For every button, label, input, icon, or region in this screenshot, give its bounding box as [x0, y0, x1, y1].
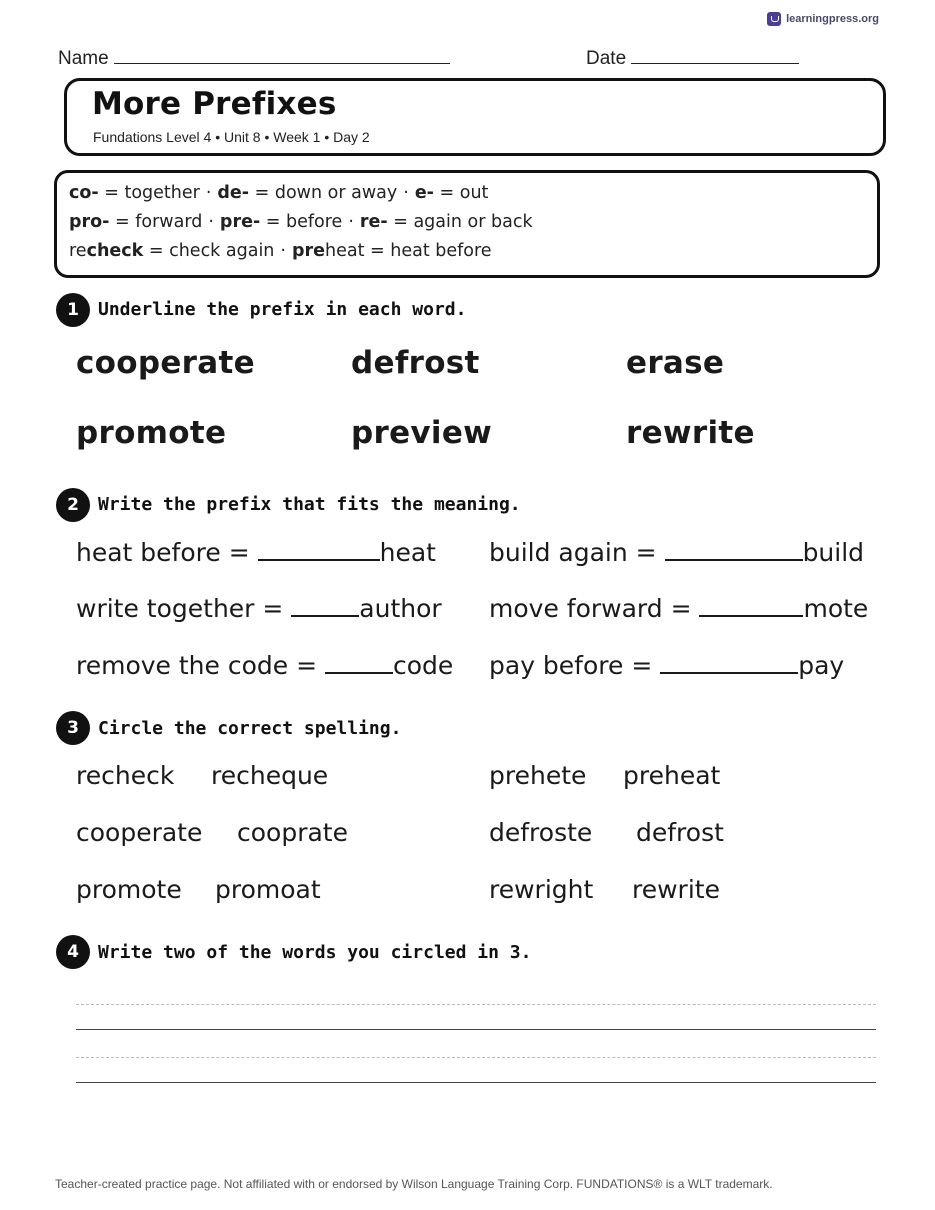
prefix-blank[interactable] [660, 652, 798, 674]
spelling-option[interactable]: prehete [489, 761, 587, 790]
section-3-number: 3 [56, 711, 90, 745]
word-cooperate[interactable]: cooperate [76, 345, 255, 381]
prefix-item-base: build [802, 538, 865, 567]
spelling-option[interactable]: preheat [623, 761, 721, 790]
word-preview[interactable]: preview [351, 415, 493, 451]
prefix-item [489, 538, 864, 567]
name-field[interactable] [58, 47, 450, 70]
prefix-item-meaning: move forward = [489, 594, 700, 623]
prefix-item-meaning: remove the code = [76, 651, 325, 680]
section-1-instruction: Underline the prefix in each word. [98, 299, 467, 320]
footer-disclaimer: Teacher-created practice page. Not affiliated with or endorsed by Wilson Language Training Corp. FUNDATIONS® is a WLT trademark. [55, 1177, 773, 1191]
prefix-item [76, 538, 436, 567]
key-meaning: = forward [109, 212, 203, 232]
section-4-instruction: Write two of the words you circled in 3. [98, 942, 532, 963]
word-promote[interactable]: promote [76, 415, 227, 451]
page-subtitle: Fundations Level 4 • Unit 8 • Week 1 • Day 2 [93, 129, 370, 145]
prefix-blank[interactable] [291, 595, 359, 617]
section-3-instruction: Circle the correct spelling. [98, 718, 402, 739]
key-prefix: re- [359, 212, 388, 232]
prefix-item [489, 594, 868, 623]
spelling-option[interactable]: rewrite [632, 875, 720, 904]
spelling-option[interactable]: defroste [489, 818, 593, 847]
spelling-option[interactable]: defrost [636, 818, 724, 847]
prefix-item [489, 651, 844, 680]
name-line[interactable] [114, 47, 450, 64]
spelling-option[interactable]: cooperate [76, 818, 203, 847]
key-prefix: co- [69, 183, 99, 203]
prefix-item [76, 594, 442, 623]
spelling-option[interactable]: recheck [76, 761, 175, 790]
prefix-item-meaning: write together = [76, 594, 292, 623]
key-line-3: recheck = check again · preheat = heat before [69, 241, 492, 261]
key-meaning: = down or away [249, 183, 398, 203]
key-meaning: = again or back [387, 212, 533, 232]
writing-guide-dashed [76, 1057, 876, 1058]
key-prefix: e- [414, 183, 434, 203]
spelling-option[interactable]: cooprate [237, 818, 348, 847]
spelling-option[interactable]: promoat [215, 875, 321, 904]
key-example-bold: check [86, 241, 144, 261]
word-rewrite[interactable]: rewrite [626, 415, 755, 451]
learningpress-logo-icon [767, 12, 781, 26]
spelling-option[interactable]: promote [76, 875, 182, 904]
key-meaning: = together [98, 183, 200, 203]
date-field[interactable] [586, 47, 799, 70]
key-meaning: = before [260, 212, 343, 232]
key-example-rest: heat = heat before [325, 241, 492, 261]
prefix-item-meaning: heat before = [76, 538, 258, 567]
name-label: Name [58, 48, 109, 69]
brand-name: learningpress.org [786, 13, 879, 25]
key-prefix: pro- [69, 212, 110, 232]
key-line-1: co- = together · de- = down or away · e- = out [69, 183, 489, 203]
prefix-item [76, 651, 453, 680]
prefix-blank[interactable] [325, 652, 393, 674]
key-example-start: re [69, 241, 87, 261]
key-example-rest: = check again [143, 241, 275, 261]
word-erase[interactable]: erase [626, 345, 725, 381]
prefix-item-meaning: pay before = [489, 651, 661, 680]
prefix-blank[interactable] [258, 539, 380, 561]
spelling-option[interactable]: rewright [489, 875, 594, 904]
brand-logo[interactable] [767, 12, 879, 26]
key-prefix: de- [217, 183, 250, 203]
key-prefix: pre- [219, 212, 261, 232]
writing-line[interactable] [76, 1029, 876, 1030]
prefix-item-base: pay [798, 651, 845, 680]
prefix-item-base: author [359, 594, 442, 623]
section-2-instruction: Write the prefix that fits the meaning. [98, 494, 521, 515]
prefix-item-base: heat [379, 538, 436, 567]
spelling-option[interactable]: recheque [211, 761, 329, 790]
section-4-number: 4 [56, 935, 90, 969]
prefix-item-base: code [393, 651, 454, 680]
page-title: More Prefixes [92, 86, 337, 122]
key-line-2: pro- = forward · pre- = before · re- = again or back [69, 212, 533, 232]
prefix-blank[interactable] [699, 595, 803, 617]
key-example-bold: pre [291, 241, 326, 261]
writing-line[interactable] [76, 1082, 876, 1083]
prefix-item-base: mote [803, 594, 869, 623]
writing-guide-dashed [76, 1004, 876, 1005]
key-meaning: = out [433, 183, 489, 203]
date-line[interactable] [631, 47, 799, 64]
date-label: Date [586, 48, 627, 69]
section-2-number: 2 [56, 488, 90, 522]
word-defrost[interactable]: defrost [351, 345, 480, 381]
prefix-item-meaning: build again = [489, 538, 665, 567]
prefix-blank[interactable] [665, 539, 803, 561]
section-1-number: 1 [56, 293, 90, 327]
